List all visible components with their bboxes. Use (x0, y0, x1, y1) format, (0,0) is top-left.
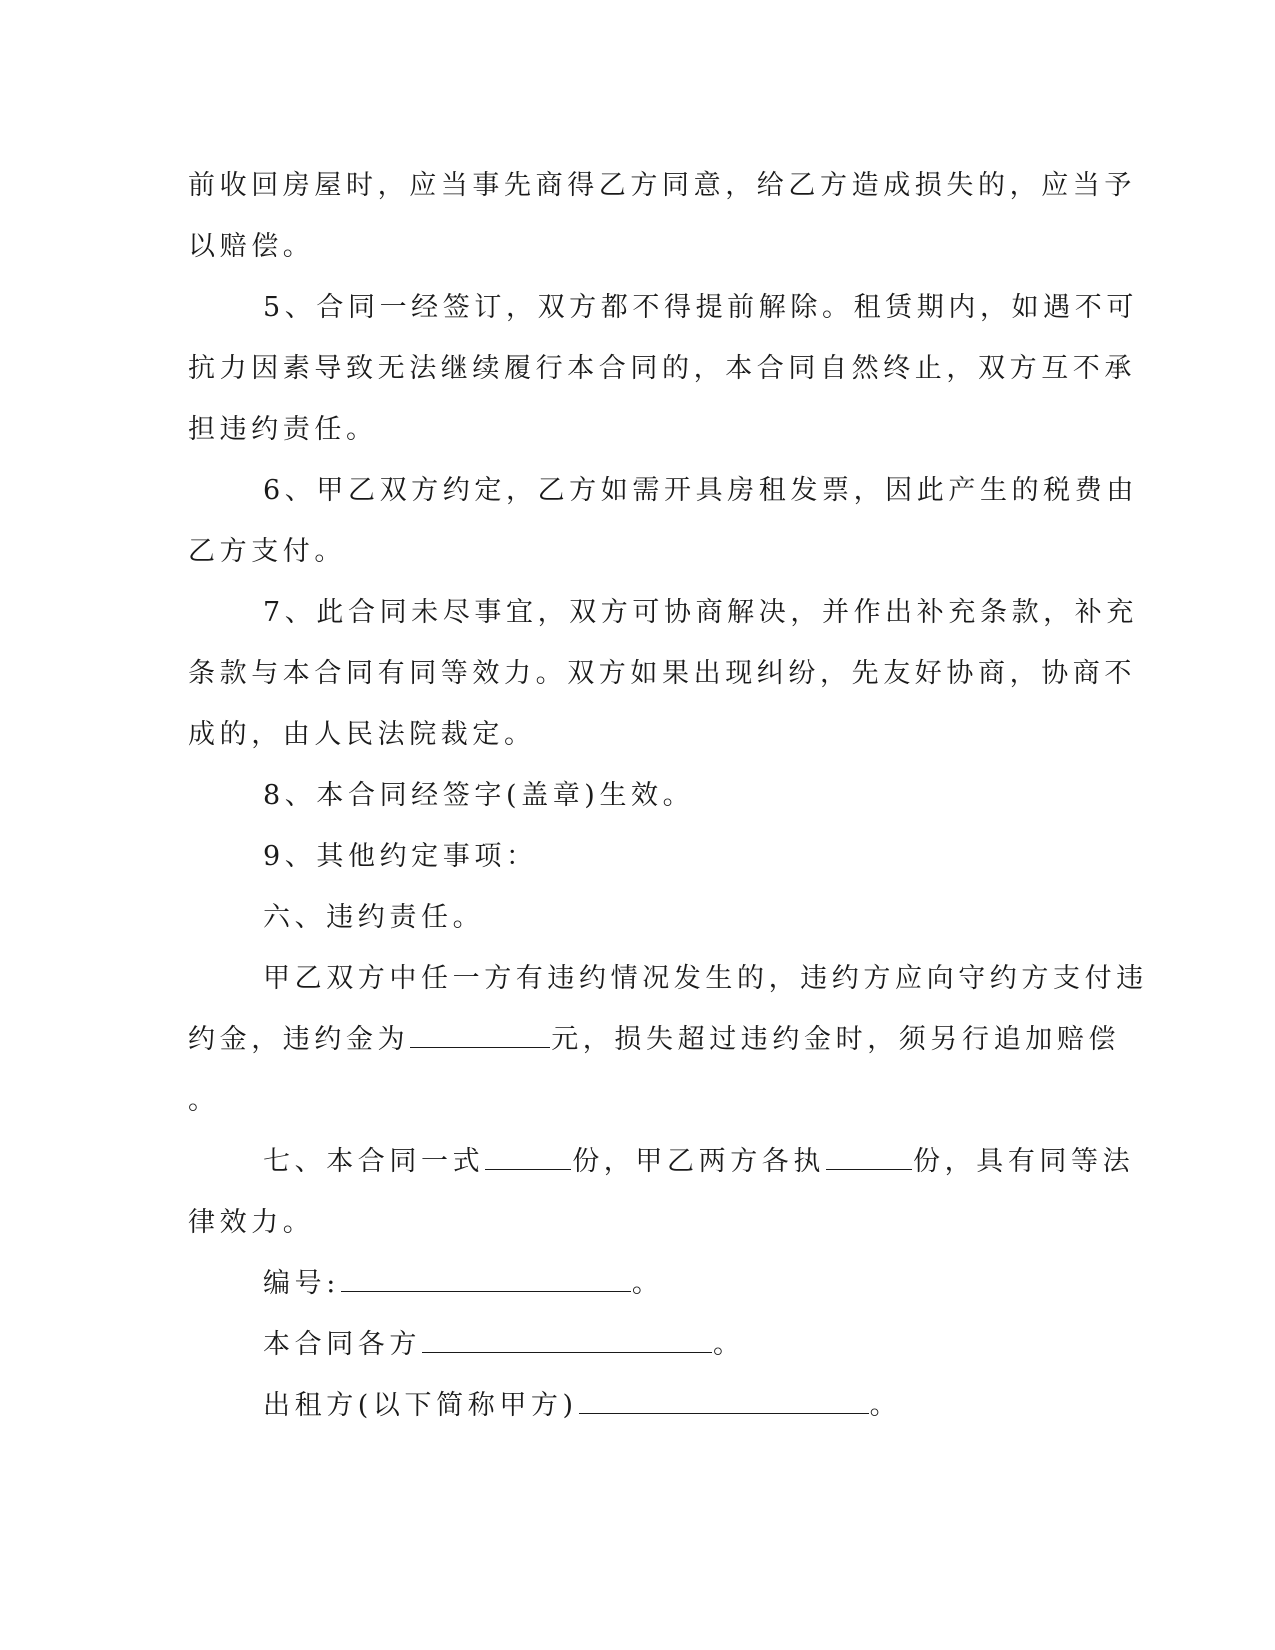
clause7-line3: 成的，由人民法院裁定。 (188, 719, 536, 750)
section7-line1 (188, 1131, 1135, 1192)
parties-blank[interactable] (422, 1328, 712, 1353)
parties-end: 。 (713, 1329, 745, 1360)
document-page (188, 155, 1148, 1436)
clause7-line2: 条款与本合同有同等效力。双方如果出现纠纷，先友好协商，协商不 (188, 658, 1136, 689)
clause9: 9、其他约定事项： (263, 841, 538, 872)
lessor-label: 出租方(以下简称甲方) (263, 1390, 578, 1421)
section6-line2-after: 元，损失超过违约金时，须另行追加赔偿 (551, 1024, 1121, 1055)
section6-line3: 。 (188, 1085, 220, 1116)
copies-each-blank[interactable] (826, 1145, 912, 1170)
serial-label: 编号: (263, 1268, 340, 1299)
clause8: 8、本合同经签字(盖章)生效。 (263, 780, 695, 811)
section6-line1: 甲乙双方中任一方有违约情况发生的，违约方应向守约方支付违 (263, 963, 1148, 994)
serial-line (188, 1253, 1073, 1314)
section7-part2: 份，甲乙两方各执 (572, 1146, 826, 1177)
section6-line2-before: 约金，违约金为 (188, 1024, 410, 1055)
penalty-amount-blank[interactable] (410, 1023, 550, 1048)
section6-line2 (188, 1009, 1121, 1070)
lessor-end: 。 (869, 1390, 902, 1421)
serial-end: 。 (631, 1268, 664, 1299)
section7-line2: 律效力。 (188, 1207, 315, 1238)
serial-number-blank[interactable] (341, 1267, 631, 1292)
clause5-line2: 抗力因素导致无法继续履行本合同的，本合同自然终止，双方互不承 (188, 353, 1136, 384)
clause7-line1: 7、此合同未尽事宜，双方可协商解决，并作出补充条款，补充 (263, 597, 1138, 628)
section7-part1: 七、本合同一式 (263, 1146, 485, 1177)
parties-line (188, 1314, 1073, 1375)
parties-label: 本合同各方 (263, 1329, 421, 1360)
clause4-line2: 以赔偿。 (188, 231, 315, 262)
copies-total-blank[interactable] (485, 1145, 571, 1170)
clause5-line3: 担违约责任。 (188, 414, 378, 445)
clause4-line1: 前收回房屋时，应当事先商得乙方同意，给乙方造成损失的，应当予 (188, 170, 1136, 201)
lessor-line (188, 1375, 1073, 1436)
clause6-line2: 乙方支付。 (188, 536, 346, 567)
section6-heading: 六、违约责任。 (263, 902, 485, 933)
section7-part3: 份，具有同等法 (913, 1146, 1135, 1177)
clause5-line1: 5、合同一经签订，双方都不得提前解除。租赁期内，如遇不可 (263, 292, 1138, 323)
clause6-line1: 6、甲乙双方约定，乙方如需开具房租发票，因此产生的税费由 (263, 475, 1138, 506)
lessor-blank[interactable] (579, 1389, 869, 1414)
